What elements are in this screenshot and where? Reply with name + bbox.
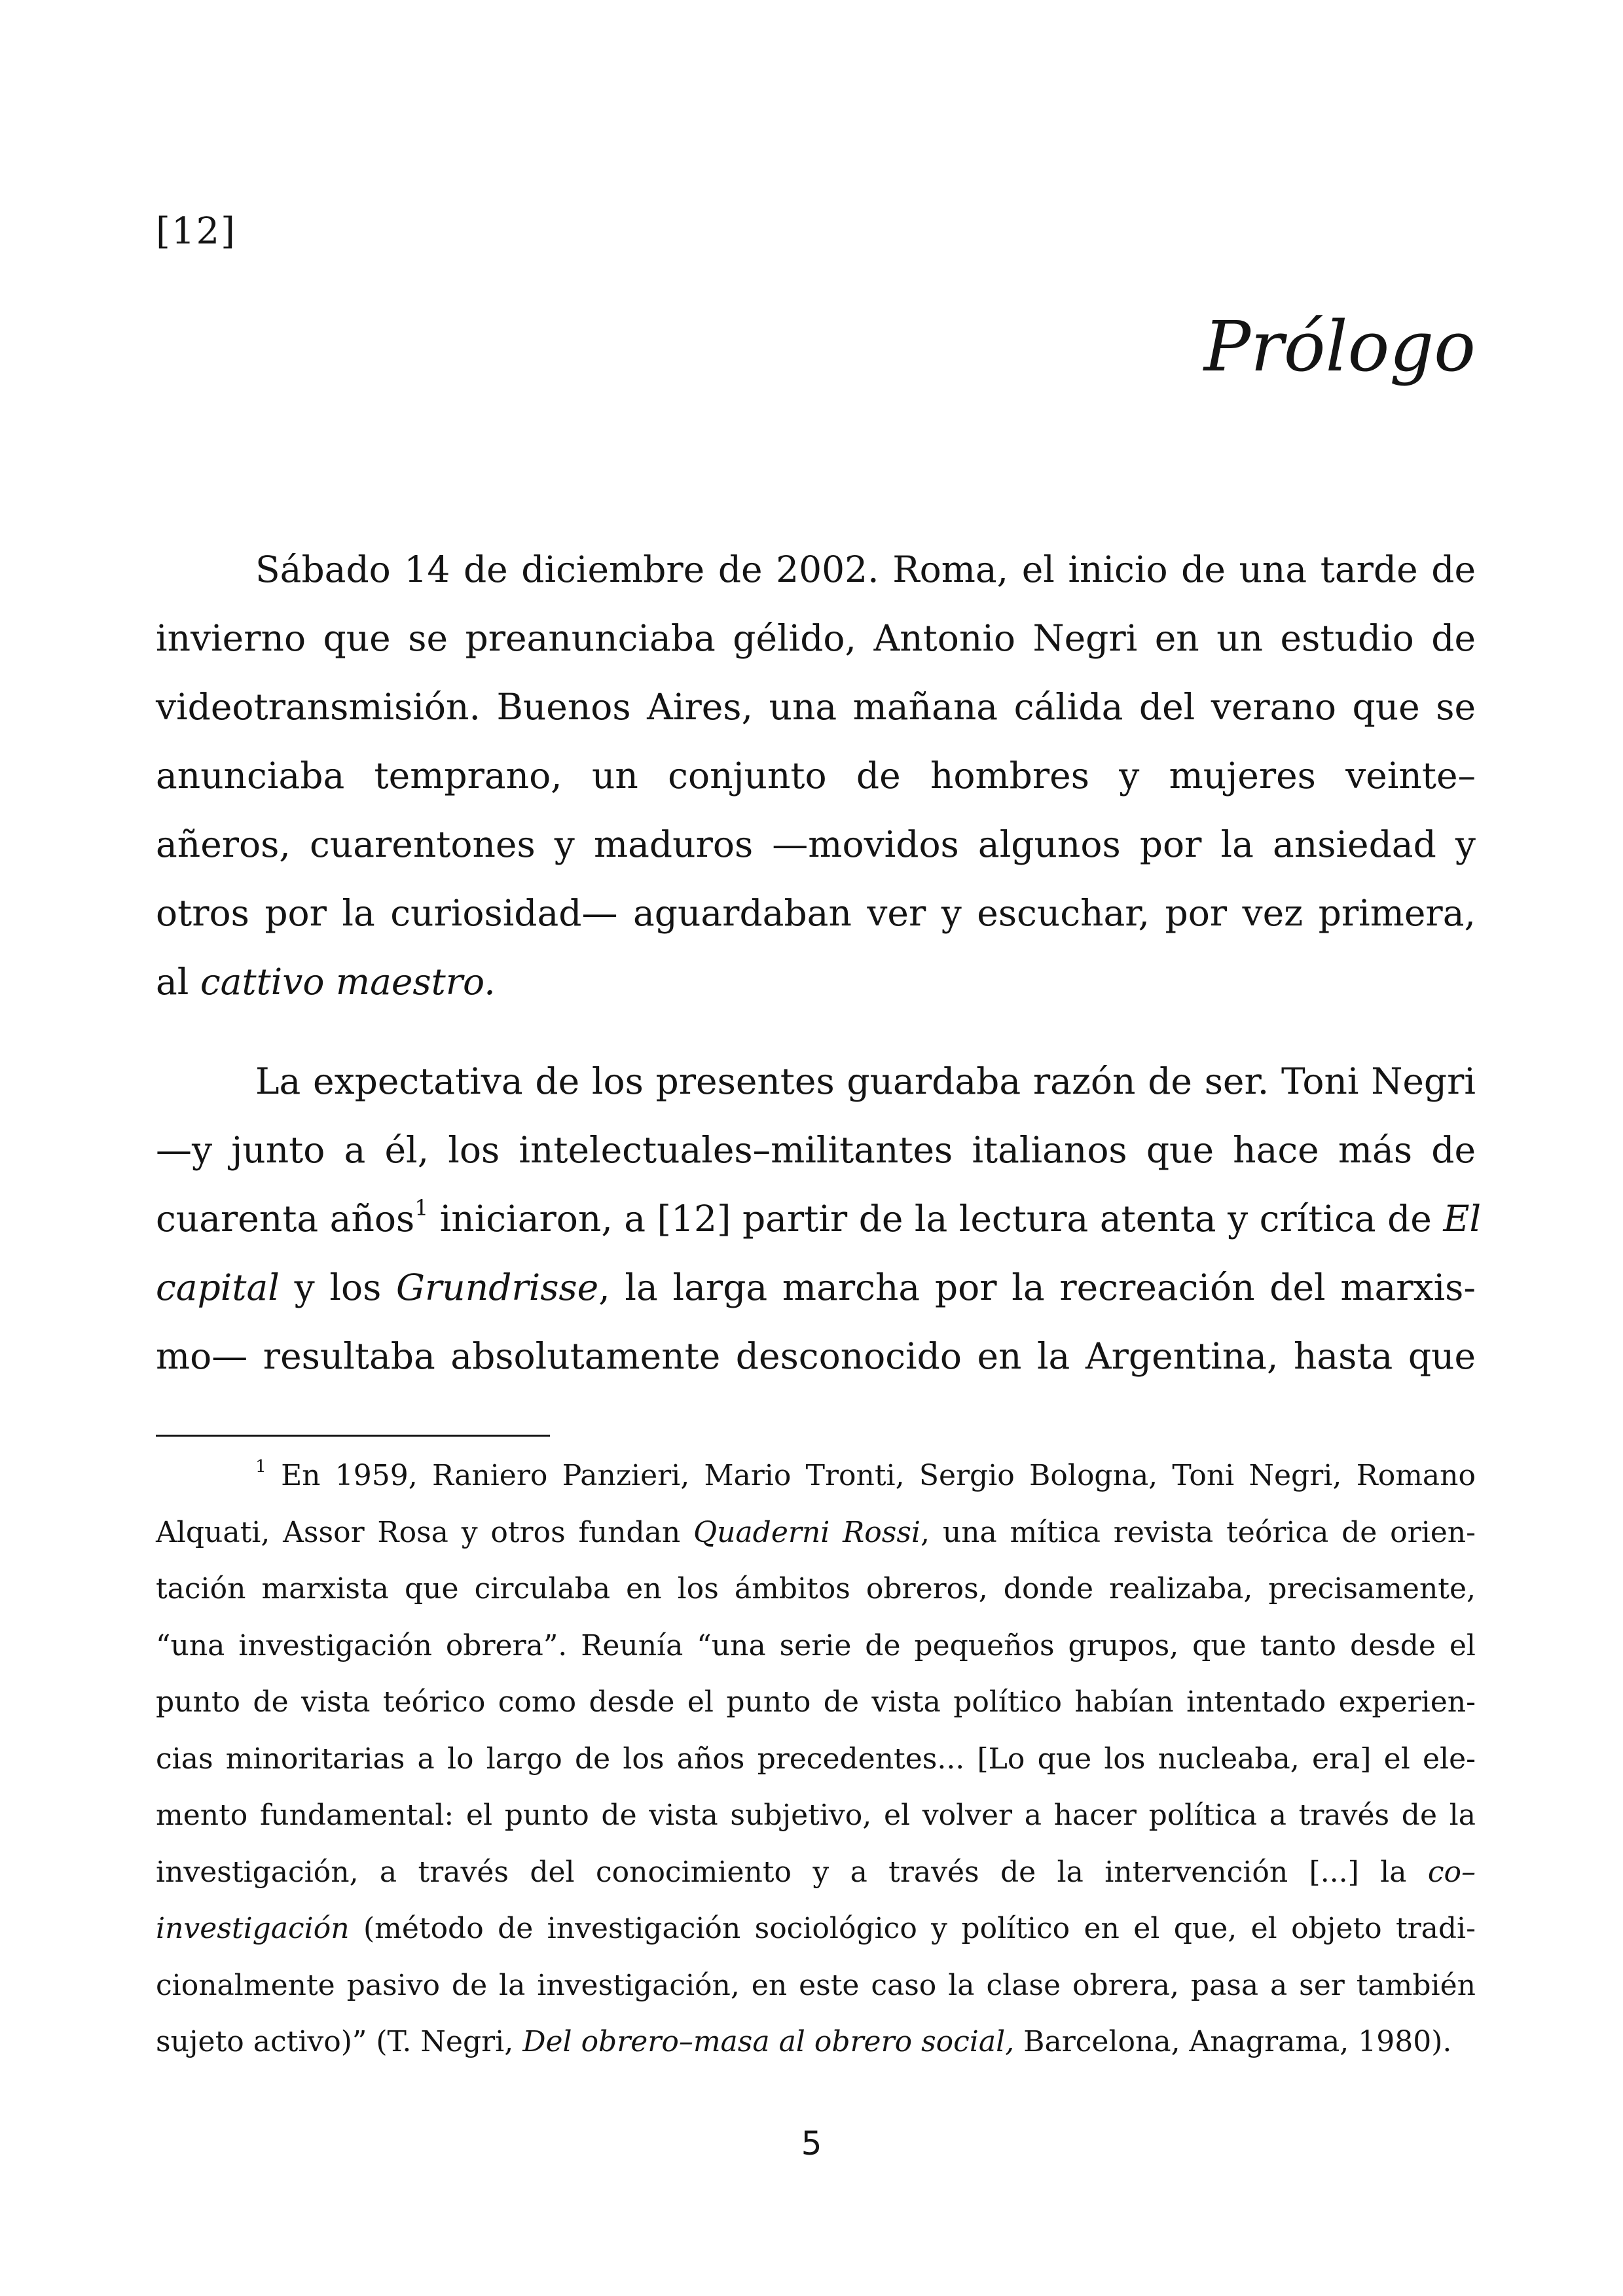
text-fragment: al: [156, 961, 200, 1003]
italic-phrase: cattivo maestro.: [200, 961, 496, 1003]
text-line: [156, 948, 1476, 1016]
footnote-number: 1: [255, 1456, 266, 1477]
footnote: [156, 1448, 1476, 2071]
text-line: otros por la curiosidad— aguardaban ver y escuchar, por vez primera,: [156, 892, 1476, 934]
footnote-line: cias minoritarias a lo largo de los años precedentes... [Lo que los nucleaba, era] el ele-: [156, 1742, 1476, 1776]
text-fragment: iniciaron, a [12] partir de la lectura atenta y crítica de: [428, 1198, 1444, 1240]
paragraph-2: [156, 1047, 1482, 1391]
paragraph-1: [156, 535, 1476, 1016]
text-fragment: Barcelona, Anagrama, 1980).: [1014, 2025, 1452, 2058]
text-line: videotransmisión. Buenos Aires, una mañana cálida del verano que se: [156, 686, 1476, 728]
journal-title: Quaderni Rossi: [693, 1515, 921, 1549]
footnote-divider: [156, 1435, 550, 1437]
footnote-line: mento fundamental: el punto de vista subjetivo, el volver a hacer política a través de la: [156, 1799, 1476, 1832]
footnote-line: [156, 2014, 1476, 2071]
text-line: mo— resultaba absolutamente desconocido en la Argentina, hasta que: [156, 1335, 1476, 1377]
text-fragment: (método de investigación sociológico y político en el que, el objeto tradi-: [349, 1912, 1476, 1945]
text-fragment: cuarenta años: [156, 1198, 415, 1240]
italic-term: co–: [1427, 1855, 1476, 1889]
chapter-title: Prólogo: [1203, 306, 1476, 387]
text-fragment: , una mítica revista teórica de orien-: [921, 1515, 1476, 1549]
text-fragment: investigación, a través del conocimiento y a través de la intervención [...] la: [156, 1855, 1428, 1889]
footnote-line: tación marxista que circulaba en los ámbitos obreros, donde realizaba, precisamente,: [156, 1572, 1476, 1605]
text-line: —y junto a él, los intelectuales–militantes italianos que hace más de: [156, 1129, 1476, 1171]
text-line: [156, 1185, 1482, 1253]
text-line: invierno que se preanunciaba gélido, Antonio Negri en un estudio de: [156, 617, 1476, 659]
footnote-line: [156, 1505, 1476, 1562]
text-line: La expectativa de los presentes guardaba razón de ser. Toni Negri: [255, 1060, 1476, 1102]
footnote-line: [156, 1448, 1476, 1505]
book-title: Del obrero–masa al obrero social,: [522, 2025, 1015, 2058]
text-line: añeros, cuarentones y maduros —movidos algunos por la ansiedad y: [156, 823, 1476, 865]
footnote-line: [156, 1844, 1476, 1901]
text-line: Sábado 14 de diciembre de 2002. Roma, el inicio de una tarde de: [255, 548, 1476, 590]
footnote-reference[interactable]: 1: [414, 1194, 429, 1221]
footnote-line: [156, 1901, 1476, 1958]
text-fragment: sujeto activo)” (T. Negri,: [156, 2025, 523, 2058]
text-line: anunciaba temprano, un conjunto de hombres y mujeres veinte–: [156, 755, 1476, 797]
text-fragment: , la larga marcha por la recreación del marxis-: [598, 1266, 1476, 1308]
footnote-line: punto de vista teórico como desde el punto de vista político habían intentado experien-: [156, 1685, 1476, 1719]
footnote-line: “una investigación obrera”. Reunía “una serie de pequeños grupos, que tanto desde el: [156, 1628, 1476, 1662]
page-marker: [12]: [156, 210, 236, 253]
book-title: Grundrisse: [396, 1266, 599, 1308]
text-fragment: Alquati, Assor Rosa y otros fundan: [156, 1515, 694, 1549]
italic-term: investigación: [156, 1912, 350, 1945]
book-title: capital: [156, 1266, 280, 1308]
page-number: 5: [801, 2125, 822, 2162]
book-title: El: [1443, 1198, 1482, 1240]
footnote-line: cionalmente pasivo de la investigación, en este caso la clase obrera, pasa a ser también: [156, 1968, 1476, 2002]
text-fragment: En 1959, Raniero Panzieri, Mario Tronti, Sergio Bologna, Toni Negri, Romano: [266, 1459, 1476, 1492]
text-fragment: y los: [279, 1266, 397, 1308]
text-line: [156, 1253, 1476, 1322]
